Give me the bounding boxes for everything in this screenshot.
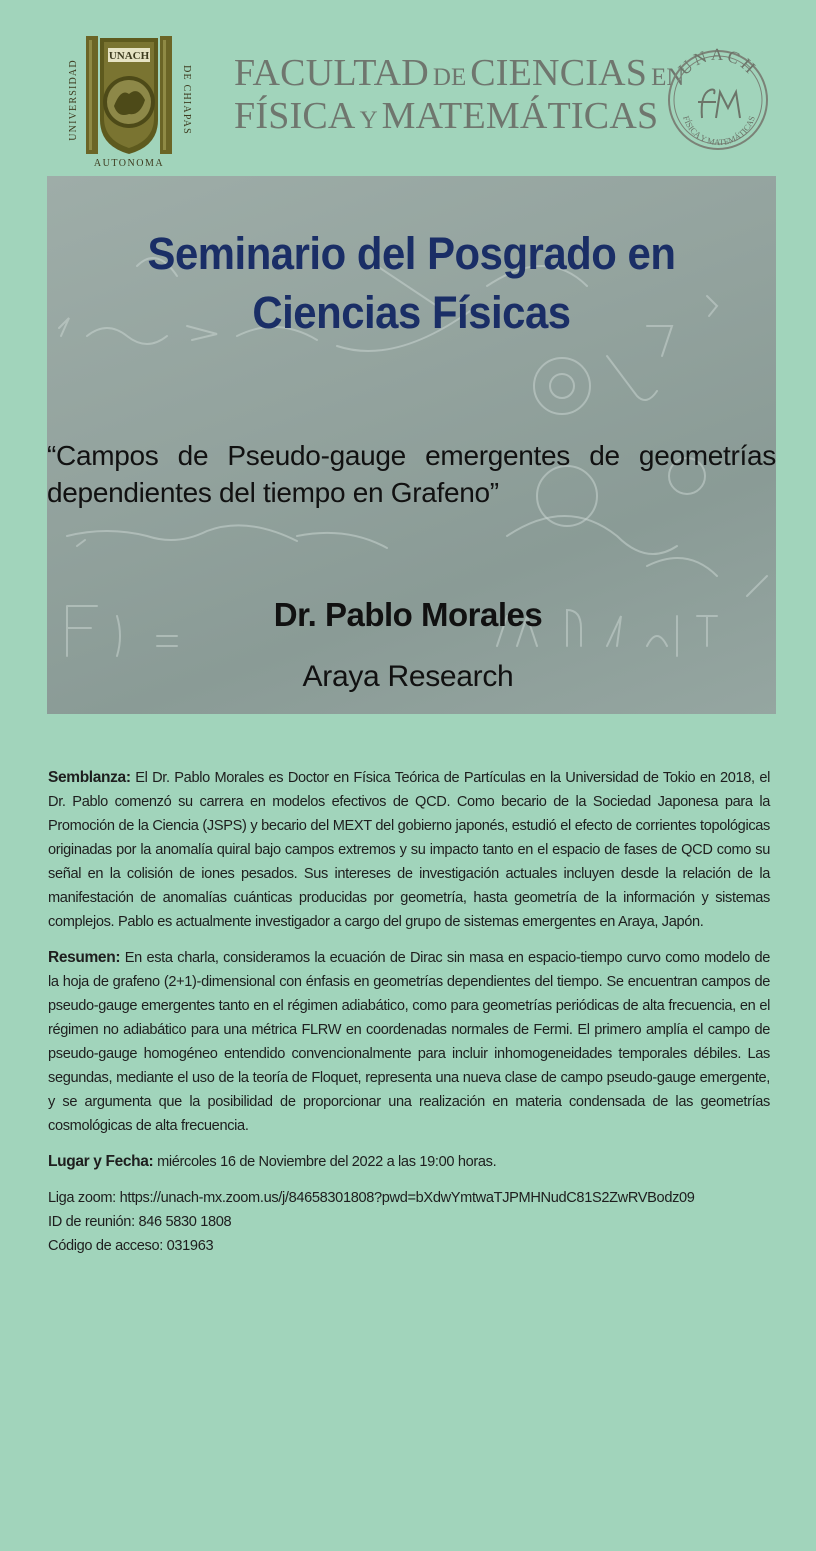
resumen-label: Resumen: <box>48 949 121 966</box>
faculty-word: EN <box>651 64 685 91</box>
seminar-title: Seminario del Posgrado en Ciencias Físicas <box>147 228 676 339</box>
faculty-name <box>234 52 685 137</box>
chalkboard-banner <box>47 176 776 714</box>
faculty-word: FÍSICA <box>234 94 356 137</box>
meeting-info <box>48 1186 770 1258</box>
resumen-text: En esta charla, consideramos la ecuación de Dirac sin masa en espacio-tiempo curvo como modelo de la hoja de grafeno (2+1)-dimensional con énfasis en geometrías dependientes del tiempo. Se encuentran campos de pseudo-gauge emergentes tanto en el régimen adiabático, como para geometrías periódicas de alta frecuencia, en el régimen no adiabático para una métrica FLRW en coordenadas normales de Fermi. El primero amplía el campo de pseudo-gauge homogéneo entendido convencionalmente para incluir inhomogeneidades temporales débiles. Las segundas, mediante el uso de la teoría de Floquet, representa una nueva clase de campo pseudo-gauge emergente, y se argumenta que la posibilidad de proporcionar una realización en materia condensada de las geometrías cosmológicas de alta frecuencia. <box>48 950 770 1134</box>
resumen-paragraph <box>48 946 770 1138</box>
speaker-affiliation: Araya Research <box>302 660 514 693</box>
lugar-label: Lugar y Fecha: <box>48 1153 154 1170</box>
talk-title: “Campos de Pseudo-gauge emergentes de geometrías dependientes del tiempo en Grafeno” <box>47 440 776 508</box>
meeting-id: ID de reunión: 846 5830 1808 <box>48 1214 232 1230</box>
lugar-paragraph <box>48 1150 770 1174</box>
semblanza-paragraph <box>48 766 770 934</box>
seal-text-left: UNIVERSIDAD <box>68 59 79 141</box>
fcfm-icon <box>664 28 772 170</box>
zoom-link[interactable]: Liga zoom: https://unach-mx.zoom.us/j/84658301808?pwd=bXdwYmtwaTJPMHNudC81S2ZwRVBodz09 <box>48 1190 695 1206</box>
seal-text-top: UNACH <box>108 50 150 62</box>
seal-text-right: DE CHIAPAS <box>181 65 192 135</box>
faculty-word: MATEMÁTICAS <box>381 94 659 137</box>
fcfm-text-bottom: FÍSICA Y MATEMÁTICAS <box>681 114 757 148</box>
fcfm-text-top: UNACH <box>674 44 762 79</box>
lugar-text: miércoles 16 de Noviembre del 2022 a las 19:00 horas. <box>157 1154 497 1170</box>
fcfm-logo <box>664 28 772 170</box>
access-code: Código de acceso: 031963 <box>48 1238 214 1254</box>
unach-seal-logo <box>66 30 192 170</box>
seal-icon <box>66 30 192 170</box>
semblanza-label: Semblanza: <box>48 769 131 786</box>
semblanza-text: El Dr. Pablo Morales es Doctor en Física Teórica de Partículas en la Universidad de Tokio en 2018, el Dr. Pablo comenzó su carrera en modelos efectivos de QCD. Como becario de la Sociedad Japonesa para la Promoción de la Ciencia (JSPS) y becario del MEXT del gobierno japonés, estudió el efecto de corrientes topológicas originadas por la anomalía quiral bajo campos extremos y su impacto tanto en el espacio de fases de QCD como su señal en la colisión de iones pesados. Sus intereses de investigación actuales incluyen desde la relación de la manifestación de anomalías cuánticas producidas por geometría, hasta geometría de la información y sistemas complejos. Pablo es actualmente investigador a cargo del grupo de sistemas emergentes en Araya, Japón. <box>48 770 770 930</box>
faculty-word: DE <box>432 64 467 91</box>
body-text <box>48 766 770 1258</box>
seal-text-bottom: AUTONOMA <box>93 158 165 169</box>
faculty-word: Y <box>359 106 378 134</box>
faculty-word: CIENCIAS <box>470 52 648 94</box>
faculty-word: FACULTAD <box>234 52 429 94</box>
speaker-name: Dr. Pablo Morales <box>273 596 543 633</box>
